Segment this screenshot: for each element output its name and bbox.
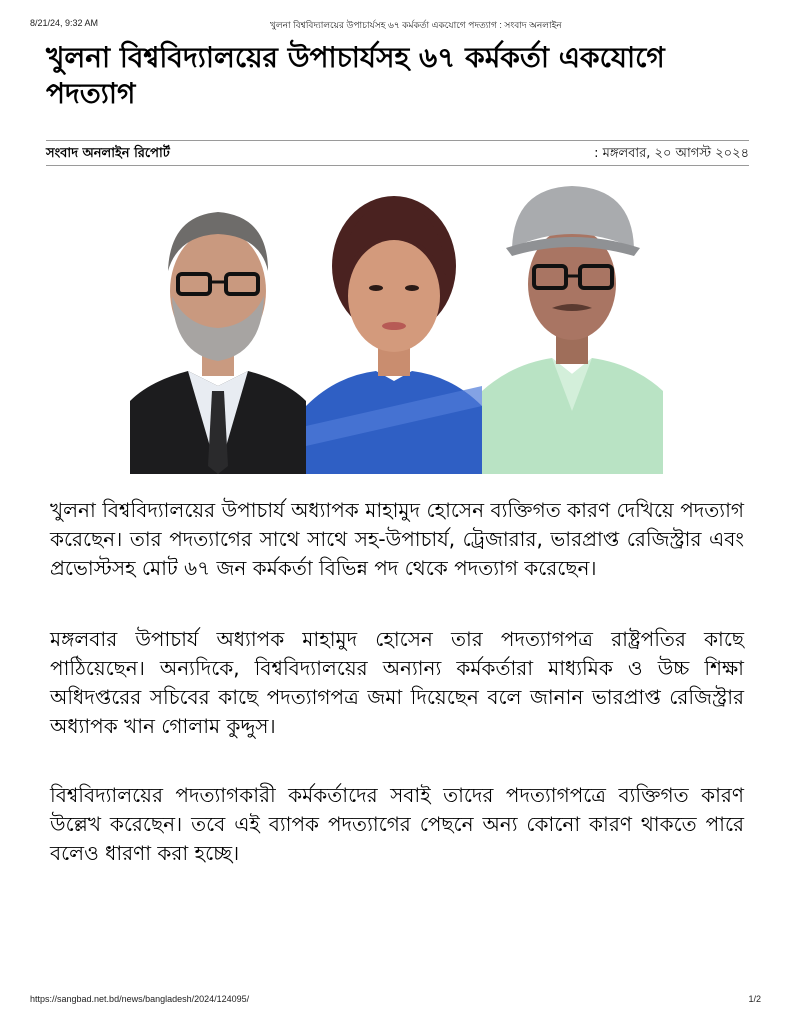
print-header bbox=[30, 18, 761, 32]
portrait-pro-vice-chancellor bbox=[306, 176, 482, 474]
article-photo-strip bbox=[130, 176, 663, 474]
publish-date: : মঙ্গলবার, ২০ আগস্ট ২০২৪ bbox=[594, 146, 749, 161]
source-url: https://sangbad.net.bd/news/bangladesh/2024/124095/ bbox=[30, 994, 250, 1004]
print-footer bbox=[30, 994, 761, 1008]
byline-bar bbox=[46, 140, 749, 166]
print-timestamp: 8/21/24, 9:32 AM bbox=[30, 18, 99, 28]
article-headline: খুলনা বিশ্ববিদ্যালয়ের উপাচার্যসহ ৬৭ কর্মকর্তা একযোগে পদত্যাগ bbox=[46, 41, 665, 110]
reporter-name: সংবাদ অনলাইন রিপোর্ট bbox=[46, 146, 170, 161]
page-number: 1/2 bbox=[748, 994, 761, 1004]
portrait-treasurer bbox=[482, 176, 663, 474]
article-body bbox=[50, 496, 744, 908]
article-paragraph: মঙ্গলবার উপাচার্য অধ্যাপক মাহামুদ হোসেন তার পদত্যাগপত্র রাষ্ট্রপতির কাছে পাঠিয়েছেন। অন্যদিকে, বিশ্ববিদ্যালয়ের অন্যান্য কর্মকর্তারা মাধ্যমিক ও উচ্চ শিক্ষা অধিদপ্তরের সচিবের কাছে পদত্যাগপত্র জমা দিয়েছেন বলে জানান ভারপ্রাপ্ত রেজিস্ট্রার অধ্যাপক খান গোলাম কুদ্দুস। bbox=[50, 627, 744, 738]
print-page-title: খুলনা বিশ্ববিদ্যালয়ের উপাচার্যসহ ৬৭ কর্মকর্তা একযোগে পদত্যাগ : সংবাদ অনলাইন bbox=[270, 20, 562, 30]
article-paragraph: বিশ্ববিদ্যালয়ের পদত্যাগকারী কর্মকর্তাদের সবাই তাদের পদত্যাগপত্রে ব্যক্তিগত কারণ উল্লেখ করেছেন। তবে এই ব্যাপক পদত্যাগের পেছনে অন্য কোনো কারণ থাকতে পারে বলেও ধারণা করা হচ্ছে। bbox=[50, 783, 744, 865]
article-paragraph: খুলনা বিশ্ববিদ্যালয়ের উপাচার্য অধ্যাপক মাহামুদ হোসেন ব্যক্তিগত কারণ দেখিয়ে পদত্যাগ করেছেন। তার পদত্যাগের সাথে সাথে সহ-উপাচার্য, ট্রেজারার, ভারপ্রাপ্ত রেজিস্ট্রার এবং প্রভোস্টসহ মোট ৬৭ জন কর্মকর্তা বিভিন্ন পদ থেকে পদত্যাগ করেছেন। bbox=[50, 498, 744, 580]
portrait-vice-chancellor bbox=[130, 176, 306, 474]
